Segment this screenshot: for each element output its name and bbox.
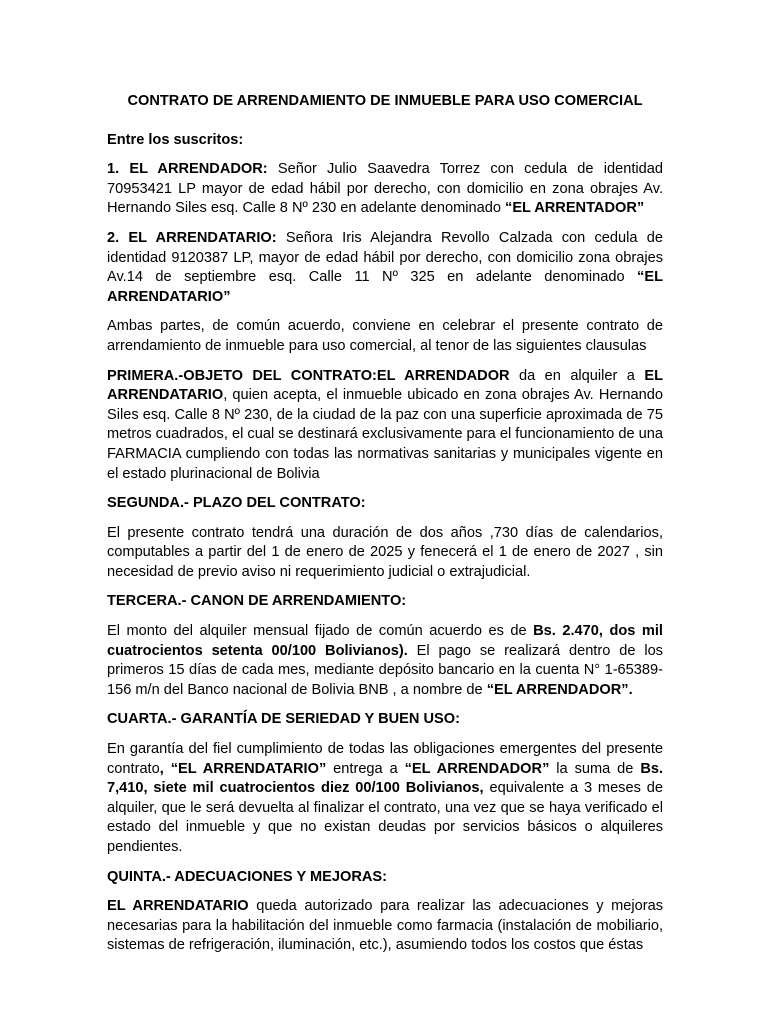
clause-quinta — [107, 897, 663, 956]
primera-bold-1: EL ARRENDATARIO — [107, 367, 663, 404]
cuarta-amount: Bs. 7,410, siete mil cuatrocientos diez 00/100 Bolivianos, — [107, 760, 664, 797]
primera-heading: PRIMERA.-OBJETO DEL CONTRATO:EL ARRENDADOR — [107, 367, 510, 384]
cuarta-text-3: la suma de — [556, 760, 634, 777]
agreement-paragraph: Ambas partes, de común acuerdo, conviene en celebrar el presente contrato de arrendamiento de inmueble para uso comercial, al tenor de las siguientes clausulas — [107, 318, 663, 354]
tercera-amount: Bs. 2.470, dos mil cuatrocientos setenta 00/100 Bolivianos). — [107, 623, 663, 659]
clause-cuarta — [107, 740, 663, 858]
arrendatario-label: 2. EL ARRENDATARIO: — [107, 229, 277, 246]
quinta-heading: QUINTA.- ADECUACIONES Y MEJORAS: — [107, 868, 388, 885]
cuarta-text-1: En garantía del fiel cumplimiento de todas las obligaciones emergentes del presente contrato — [107, 741, 663, 777]
document-body — [107, 92, 663, 966]
tercera-text-2: El pago se realizará dentro de los primeros 15 días de cada mes, mediante depósito bancario en la cuenta N° 1-65389-156 m/n del Banco nacional de Bolivia BNB , a nombre de — [107, 642, 663, 698]
cuarta-heading: CUARTA.- GARANTÍA DE SERIEDAD Y BUEN USO: — [107, 711, 460, 728]
arrendador-text: Señor Julio Saavedra Torrez con cedula de identidad 70953421 LP mayor de edad hábil por derecho, con domicilio en zona obrajes Av. Hernando Siles esq. Calle 8 Nº 230 en adelante denominado — [107, 161, 663, 217]
cuarta-text-4: equivalente a 3 meses de alquiler, que le será devuelta al finalizar el contrato, una vez que se haya verificado el estado del inmueble y que no existan deudas por servicios básicos o alquileres pendientes. — [107, 780, 663, 855]
primera-text-1: da en alquiler a — [519, 367, 635, 384]
arrendatario-denominado: “EL ARRENDATARIO” — [107, 269, 663, 305]
document-title: CONTRATO DE ARRENDAMIENTO DE INMUEBLE PARA USO COMERCIAL — [127, 93, 643, 109]
cuarta-bold-1: , “EL ARRENDATARIO” — [159, 760, 327, 777]
segunda-heading: SEGUNDA.- PLAZO DEL CONTRATO: — [107, 495, 366, 512]
quinta-text-1: queda autorizado para realizar las adecuaciones y mejoras necesarias para la habilitación del inmueble como farmacia (instalación de mobiliario, sistemas de refrigeración, iluminación, etc.), asumiendo todos los costos que éstas — [107, 898, 663, 954]
tercera-bold-2: “EL ARRENDADOR”. — [486, 681, 633, 698]
clause-primera — [107, 367, 663, 485]
quinta-bold-1: EL ARRENDATARIO — [107, 898, 249, 915]
cuarta-text-2: entrega a — [333, 760, 398, 777]
segunda-text: El presente contrato tendrá una duración de dos años ,730 días de calendarios, computables a partir del 1 de enero de 2025 y fenecerá el 1 de enero de 2027 , sin necesidad de previo aviso ni requerimiento judicial o extrajudicial. — [107, 524, 663, 580]
arrendatario-text: Señora Iris Alejandra Revollo Calzada con cedula de identidad 9120387 LP, mayor de edad hábil por derecho, con domicilio zona obrajes Av.14 de septiembre esq. Calle 11 Nº 325 en adelante denominado — [107, 229, 663, 286]
clause-arrendatario — [107, 229, 663, 307]
primera-text-2: , quien acepta, el inmueble ubicado en zona obrajes Av. Hernando Siles esq. Calle 8 Nº 230, de la ciudad de la paz con una superficie aproximada de 75 metros cuadrados, el cual se destinará exclusivamente para el funcionamiento de una FARMACIA cumpliendo con todas las normativas sanitarias y municipales vigente en el estado plurinacional de Bolivia — [107, 387, 663, 482]
tercera-text-1: El monto del alquiler mensual fijado de común acuerdo es de — [107, 623, 527, 640]
clause-tercera — [107, 622, 663, 700]
clause-arrendador — [107, 160, 663, 219]
cuarta-bold-2: “EL ARRENDADOR” — [404, 760, 550, 777]
arrendador-label: 1. EL ARRENDADOR: — [107, 161, 268, 178]
tercera-heading: TERCERA.- CANON DE ARRENDAMIENTO: — [107, 593, 407, 610]
arrendador-denominado: “EL ARRENTADOR” — [505, 200, 645, 217]
intro-line: Entre los suscritos: — [107, 131, 244, 148]
